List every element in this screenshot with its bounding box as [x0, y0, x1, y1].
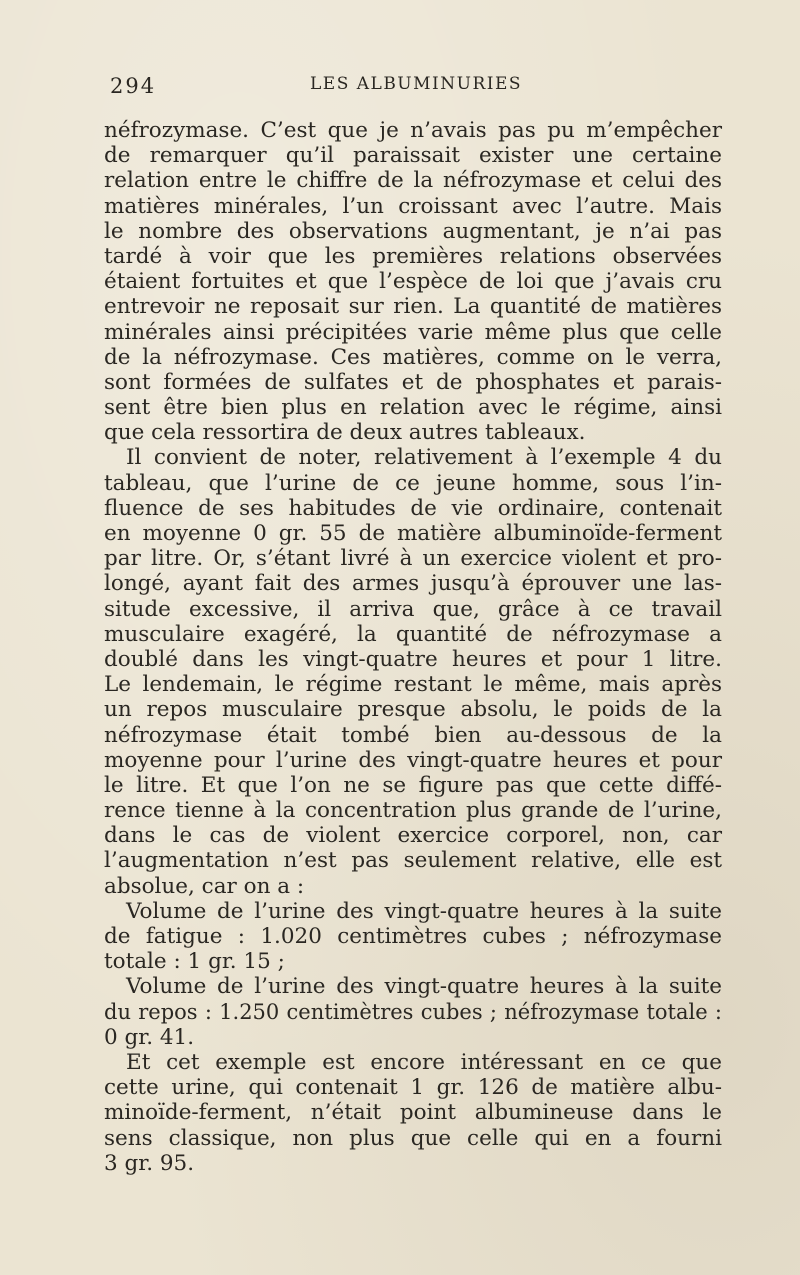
text-line: totale : 1 gr. 15 ; [104, 949, 285, 975]
text-line: néfrozymase. C’est que je n’avais pas pu m’empêcher [104, 118, 722, 143]
text-line: relation entre le chiffre de la néfrozymase et celui des [104, 168, 722, 194]
text-line: Et cet exemple est encore intéressant en ce que [126, 1049, 722, 1075]
text-line: sens classique, non plus que celle qui en a fourni [104, 1125, 722, 1151]
text-line: tableau, que l’urine de ce jeune homme, sous l’in- [104, 470, 722, 496]
text-line: minérales ainsi précipitées varie même plus que celle [104, 319, 722, 345]
text-line: par litre. Or, s’étant livré à un exercice violent et pro- [104, 546, 722, 572]
text-line: cette urine, qui contenait 1 gr. 126 de matière albu- [104, 1075, 722, 1101]
text-line: de la néfrozymase. Ces matières, comme on le verra, [104, 344, 722, 370]
text-line: étaient fortuites et que l’espèce de loi que j’avais cru [104, 269, 722, 295]
running-title: LES ALBUMINURIES [310, 74, 523, 94]
text-line: moyenne pour l’urine des vingt-quatre heures et pour [104, 747, 722, 773]
body-text [104, 118, 722, 1176]
text-line: doublé dans les vingt-quatre heures et pour 1 litre. [104, 646, 722, 672]
text-line: de fatigue : 1.020 centimètres cubes ; néfrozymase [104, 924, 722, 949]
text-line: l’augmentation n’est pas seulement relative, elle est [104, 848, 722, 874]
text-line: absolue, car on a : [104, 873, 305, 899]
text-line: musculaire exagéré, la quantité de néfrozymase a [104, 621, 722, 647]
page-header [110, 74, 710, 100]
text-line: le litre. Et que l’on ne se figure pas que cette diffé- [104, 772, 722, 798]
text-line: fluence de ses habitudes de vie ordinaire, contenait [104, 495, 722, 521]
text-line: Volume de l’urine des vingt-quatre heures à la suite [126, 974, 722, 1000]
page-number: 294 [110, 74, 157, 98]
text-line: néfrozymase était tombé bien au-dessous de la [104, 722, 722, 748]
text-line: un repos musculaire presque absolu, le poids de la [104, 697, 722, 723]
text-line: en moyenne 0 gr. 55 de matière albuminoïde-ferment [104, 521, 722, 546]
text-line: sent être bien plus en relation avec le régime, ainsi [104, 395, 722, 421]
text-line: matières minérales, l’un croissant avec l’autre. Mais [104, 193, 722, 219]
text-line: tardé à voir que les premières relations observées [104, 243, 722, 269]
text-line: Le lendemain, le régime restant le même, mais après [104, 672, 722, 698]
text-line: Il convient de noter, relativement à l’exemple 4 du [126, 445, 722, 471]
text-line: rence tienne à la concentration plus grande de l’urine, [104, 798, 722, 824]
text-line: de remarquer qu’il paraissait exister une certaine [104, 143, 722, 169]
text-line: situde excessive, il arriva que, grâce à ce travail [104, 596, 722, 622]
text-line: minoïde-ferment, n’était point albumineuse dans le [104, 1100, 722, 1126]
text-line: entrevoir ne reposait sur rien. La quantité de matières [104, 294, 722, 320]
text-line: dans le cas de violent exercice corporel, non, car [104, 823, 722, 849]
text-line: du repos : 1.250 centimètres cubes ; néfrozymase totale : [104, 999, 722, 1024]
text-line: Volume de l’urine des vingt-quatre heures à la suite [126, 898, 722, 924]
text-line: 3 gr. 95. [104, 1150, 195, 1176]
text-line: que cela ressortira de deux autres tableaux. [104, 420, 586, 446]
text-line: sont formées de sulfates et de phosphates et parais- [104, 369, 722, 395]
text-line: le nombre des observations augmentant, je n’ai pas [104, 218, 722, 244]
text-line: 0 gr. 41. [104, 1024, 195, 1050]
text-line: longé, ayant fait des armes jusqu’à éprouver une las- [104, 571, 722, 597]
